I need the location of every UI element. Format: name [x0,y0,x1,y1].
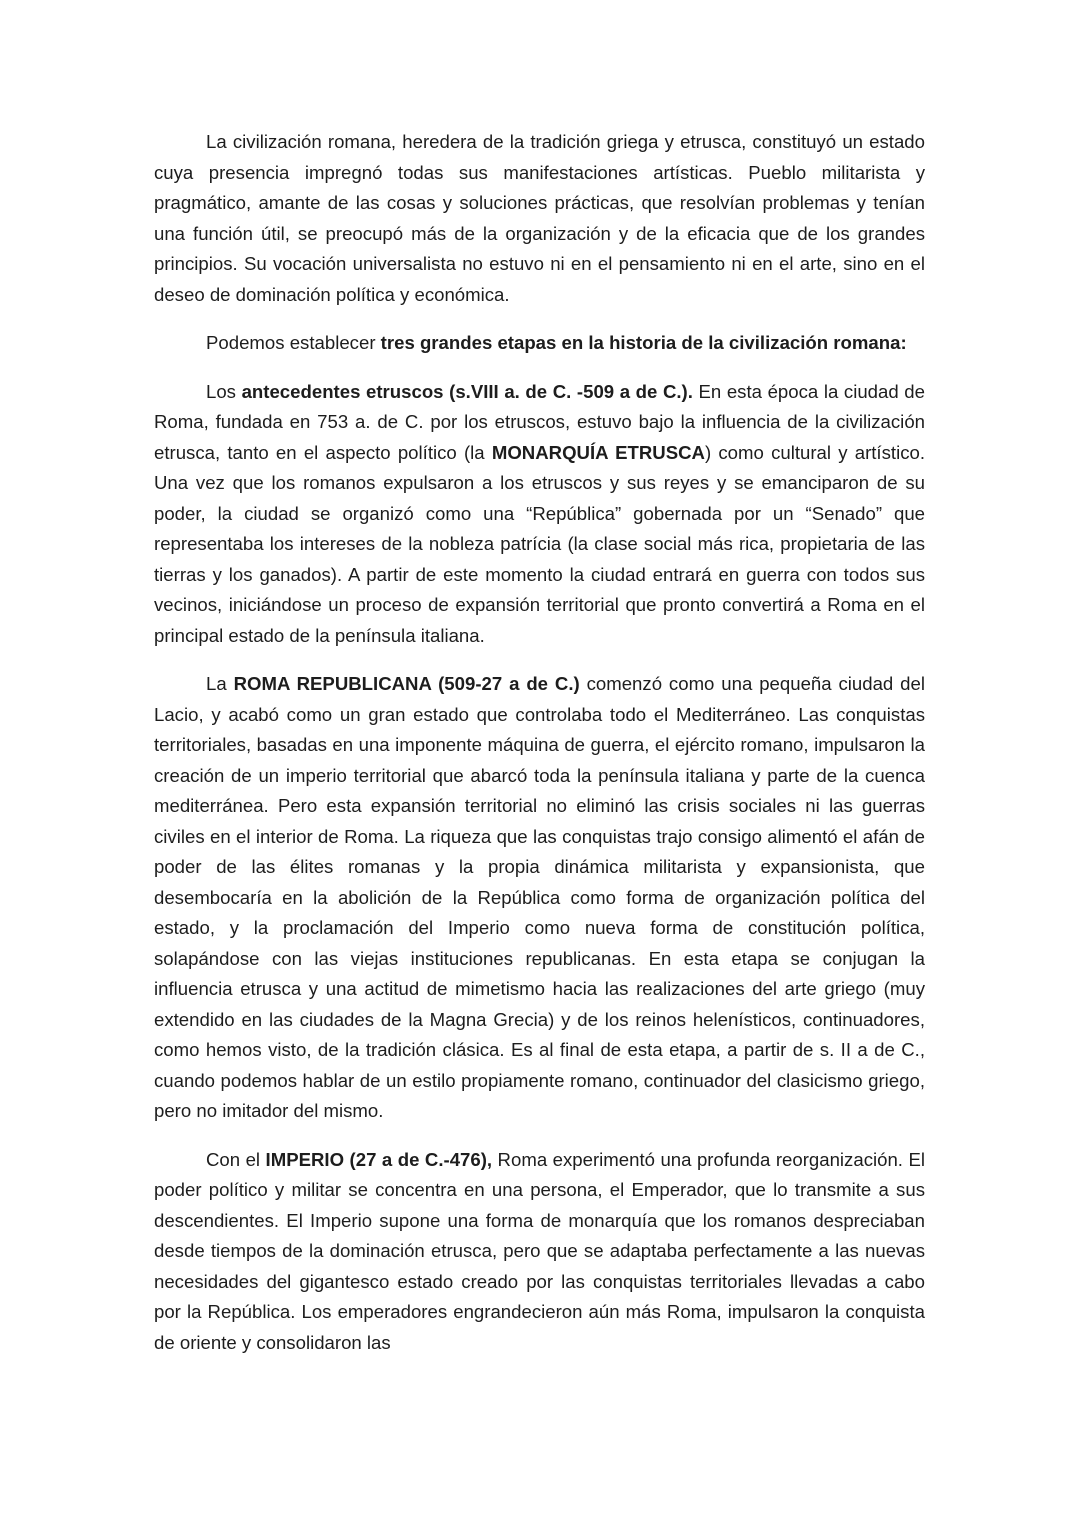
bold-text-run: MONARQUÍA ETRUSCA [491,441,705,463]
paragraph-stages-heading [154,328,925,359]
text-run: Podemos establecer [206,332,381,353]
text-run: Los [206,380,242,402]
text-run: Con el [206,1148,266,1170]
text-run: La [206,673,234,694]
document-page [154,127,925,1376]
paragraph-etruscan [154,377,925,652]
text-run: Roma experimentó una profunda reorganización. El poder político y militar se concentra en una persona, el Emperador, que lo transmite a sus descendientes. El Imperio supone una forma de monarquía que los romanos despreciaban desde tiempos de la dominación etrusca, pero que se adaptaba perfectamente a las nuevas necesidades del gigantesco estado creado por las conquistas territoriales llevadas a cabo por la República. Los emperadores engrandecieron aún más Roma, impulsaron la conquista de oriente y consolidaron las [154,1148,925,1353]
paragraph-empire [154,1145,925,1359]
bold-text-run: tres grandes etapas en la historia de la civilización romana: [380,332,907,353]
text-run: En esta época la ciudad de Roma, fundada en 753 a. de C. por los etruscos, estuvo bajo la influencia de la civilización etrusca, tanto en el aspecto político (la [154,380,925,463]
bold-text-run: IMPERIO (27 a de C.-476), [265,1148,493,1170]
text-run: comenzó como una pequeña ciudad del Lacio, y acabó como un gran estado que controlaba todo el Mediterráneo. Las conquistas territoriales, basadas en una imponente máquina de guerra, el ejército romano, impulsaron la creación de un imperio territorial que abarcó toda la península italiana y parte de la cuenca mediterránea. Pero esta expansión territorial no eliminó las crisis sociales ni las guerras civiles en el interior de Roma. La riqueza que las conquistas trajo consigo alimentó el afán de poder de las élites romanas y la propia dinámica militarista y expansionista, que desembocaría en la abolición de la República como forma de organización política del estado, y la proclamación del Imperio como nueva forma de constitución política, solapándose con las viejas instituciones republicanas. En esta etapa se conjugan la influencia etrusca y una actitud de mimetismo hacia las realizaciones del arte griego (muy extendido en las ciudades de la Magna Grecia) y de los reinos helenísticos, continuadores, como hemos visto, de la tradición clásica. Es al final de esta etapa, a partir de s. II a de C., cuando podemos hablar de un estilo propiamente romano, continuador del clasicismo griego, pero no imitador del mismo. [154,673,925,1121]
bold-text-run: antecedentes etruscos (s.VIII a. de C. -509 a de C.). [241,380,693,402]
text-run: La civilización romana, heredera de la tradición griega y etrusca, constituyó un estado cuya presencia impregnó todas sus manifestaciones artísticas. Pueblo militarista y pragmático, amante de las cosas y soluciones prácticas, que resolvían problemas y tenían una función útil, se preocupó más de la organización y de la eficacia que de los grandes principios. Su vocación universalista no estuvo ni en el pensamiento ni en el arte, sino en el deseo de dominación política y económica. [154,131,925,305]
paragraph-republic [154,669,925,1127]
paragraph-intro [154,127,925,310]
bold-text-run: ROMA REPUBLICANA (509-27 a de C.) [233,673,580,694]
text-run: ) como cultural y artístico. Una vez que los romanos expulsaron a los etruscos y sus reyes y se emanciparon de su poder, la ciudad se organizó como una “República” gobernada por un “Senado” que representaba los intereses de la nobleza patrícia (la clase social más rica, propietaria de las tierras y los ganados). A partir de este momento la ciudad entrará en guerra con todos sus vecinos, iniciándose un proceso de expansión territorial que pronto convertirá a Roma en el principal estado de la península italiana. [154,441,925,646]
